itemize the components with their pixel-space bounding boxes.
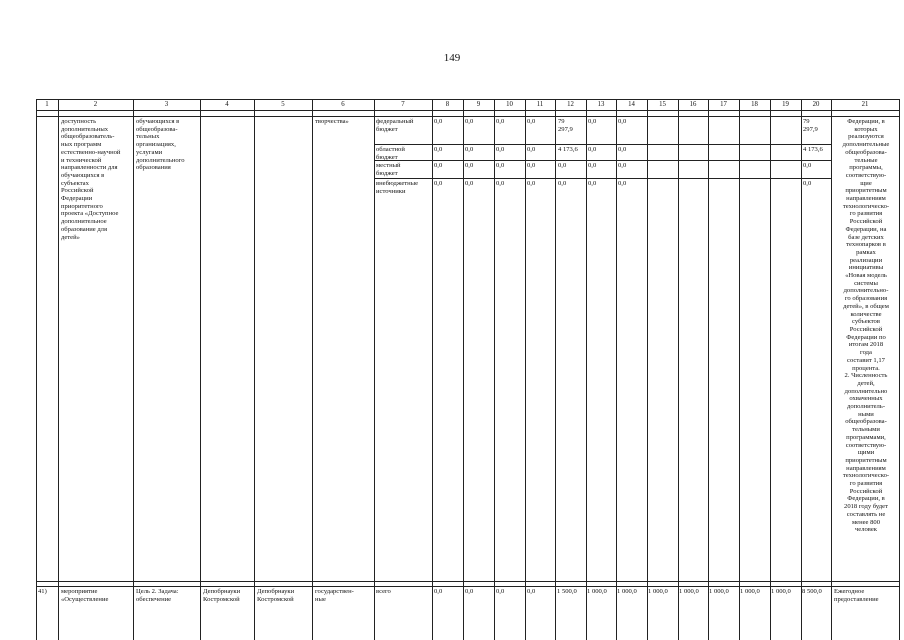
grid-line <box>374 178 831 179</box>
value-cell: 0,0 <box>527 162 536 169</box>
grid-line <box>432 99 433 640</box>
grid-line <box>374 160 831 161</box>
page-number: 149 <box>443 52 461 64</box>
header-cell: 20 <box>812 101 820 108</box>
value-cell: 0,0 <box>434 146 443 153</box>
value-cell: 8 500,0 <box>802 588 822 595</box>
grid-line <box>36 99 37 640</box>
value-cell: 0,0 <box>588 180 597 187</box>
header-cell: 11 <box>536 101 544 108</box>
grid-line <box>463 99 464 640</box>
value-cell: 0,0 <box>465 162 474 169</box>
category-cell: государствен- ные <box>315 588 354 603</box>
grid-line <box>374 99 375 640</box>
header-cell: 13 <box>597 101 605 108</box>
grid-line <box>739 99 740 640</box>
source-name: всего <box>376 588 391 595</box>
grid-line <box>58 99 59 640</box>
grid-line <box>312 99 313 640</box>
value-cell: 1 000,0 <box>617 588 637 595</box>
grid-line <box>254 99 255 640</box>
value-cell: 0,0 <box>527 588 536 595</box>
value-cell: 0,0 <box>588 118 597 125</box>
value-cell: 0,0 <box>618 146 627 153</box>
row-number: 41) <box>38 588 47 595</box>
value-cell: 0,0 <box>496 162 505 169</box>
grid-line <box>200 99 201 640</box>
header-cell: 12 <box>567 101 574 108</box>
value-cell: 4 173,6 <box>558 146 578 153</box>
source-name: местный бюджет <box>376 162 401 177</box>
value-cell: 0,0 <box>618 162 627 169</box>
value-cell: 0,0 <box>527 180 536 187</box>
header-cell: 4 <box>225 101 229 108</box>
grid-line <box>899 99 900 640</box>
header-cell: 16 <box>689 101 697 108</box>
value-cell: 0,0 <box>465 146 474 153</box>
grid-line <box>374 144 831 145</box>
value-cell: 0,0 <box>434 118 443 125</box>
grid-line <box>678 99 679 640</box>
header-cell: 17 <box>720 101 727 108</box>
header-cell: 18 <box>751 101 758 108</box>
value-cell: 79 297,9 <box>558 118 573 133</box>
value-cell: 1 000,0 <box>709 588 729 595</box>
value-cell: 0,0 <box>618 180 627 187</box>
grid-line <box>494 99 495 640</box>
value-cell: 0,0 <box>558 180 567 187</box>
goal-cell: обучающихся в общеобразова- тельных организациях, услугами дополнительного образования <box>136 118 185 172</box>
grid-line <box>770 99 771 640</box>
value-cell: 0,0 <box>803 162 812 169</box>
value-cell: 0,0 <box>434 162 443 169</box>
program-name-cell: доступность дополнительных общеобразователь- ных программ естественно-научной и технической направленности для обучающихся в субъектах Российской Федерации приоритетного проекта «Доступное дополнительное образование для детей» <box>61 118 121 241</box>
value-cell: 1 500,0 <box>557 588 577 595</box>
header-cell: 15 <box>659 101 666 108</box>
value-cell: 1 000,0 <box>648 588 668 595</box>
header-cell: 14 <box>628 101 635 108</box>
value-cell: 0,0 <box>465 118 474 125</box>
grid-line <box>801 99 802 640</box>
header-cell: 3 <box>164 101 169 108</box>
grid-line <box>133 99 134 640</box>
value-cell: 0,0 <box>496 118 505 125</box>
value-cell: 0,0 <box>496 588 505 595</box>
header-cell: 10 <box>506 101 513 108</box>
header-cell: 1 <box>45 101 49 108</box>
value-cell: 0,0 <box>588 146 597 153</box>
grid-line <box>555 99 556 640</box>
value-cell: 0,0 <box>496 180 505 187</box>
value-cell: 0,0 <box>527 118 536 125</box>
program-name-cell: мероприятие «Осуществление <box>61 588 109 603</box>
responsible-cell: Депобрнауки Костромской <box>257 588 295 603</box>
header-cell: 2 <box>93 101 98 108</box>
grid-line <box>831 99 832 640</box>
goal-cell: Цель 2. Задача: обеспечение <box>136 588 179 603</box>
value-cell: 0,0 <box>618 118 627 125</box>
value-cell: 1 000,0 <box>740 588 760 595</box>
executor-cell: Депобрнауки Костромской <box>203 588 241 603</box>
value-cell: 0,0 <box>434 180 443 187</box>
value-cell: 0,0 <box>465 588 474 595</box>
value-cell: 0,0 <box>434 588 443 595</box>
grid-line <box>616 99 617 640</box>
value-cell: 0,0 <box>496 146 505 153</box>
grid-line <box>525 99 526 640</box>
value-cell: 0,0 <box>558 162 567 169</box>
category-cell: творчества» <box>315 118 349 125</box>
header-cell: 7 <box>401 101 405 108</box>
grid-line <box>647 99 648 640</box>
header-cell: 6 <box>341 101 345 108</box>
source-name: федеральный бюджет <box>376 118 414 133</box>
value-cell: 0,0 <box>803 180 812 187</box>
source-name: областной бюджет <box>376 146 405 161</box>
header-cell: 21 <box>861 101 869 108</box>
header-cell: 9 <box>476 101 481 108</box>
header-cell: 5 <box>281 101 285 108</box>
value-cell: 4 173,6 <box>803 146 823 153</box>
result-cell: Ежегодное предоставление <box>834 588 879 603</box>
result-cell: Федерации, в которых реализуются дополнительные общеобразова- тельные программы, соответствую- щие приоритетным направлениям технологическо- го развития Российской Федерации, на базе детских технопарков в рамках реализации инициативы «Новая модель системы дополнительно- го образования детей», в общем количестве субъектов Российской Федерации по итогам 2018 года составит 1,17 процента. 2. Численность детей, дополнительно охваченных дополнитель- ными общеобразова- тельными программами, соответствую- щими приоритетным направлениям технологическо- го развития Российской Федерации, в 2018 году будет составлять не менее 800 человек <box>842 118 890 534</box>
header-cell: 19 <box>782 101 789 108</box>
header-cell: 8 <box>445 101 450 108</box>
grid-line <box>708 99 709 640</box>
grid-line <box>586 99 587 640</box>
value-cell: 0,0 <box>527 146 536 153</box>
value-cell: 1 000,0 <box>679 588 699 595</box>
value-cell: 0,0 <box>588 162 597 169</box>
value-cell: 1 000,0 <box>587 588 607 595</box>
value-cell: 0,0 <box>465 180 474 187</box>
value-cell: 79 297,9 <box>803 118 818 133</box>
value-cell: 1 000,0 <box>771 588 791 595</box>
source-name: внебюджетные источники <box>376 180 419 195</box>
